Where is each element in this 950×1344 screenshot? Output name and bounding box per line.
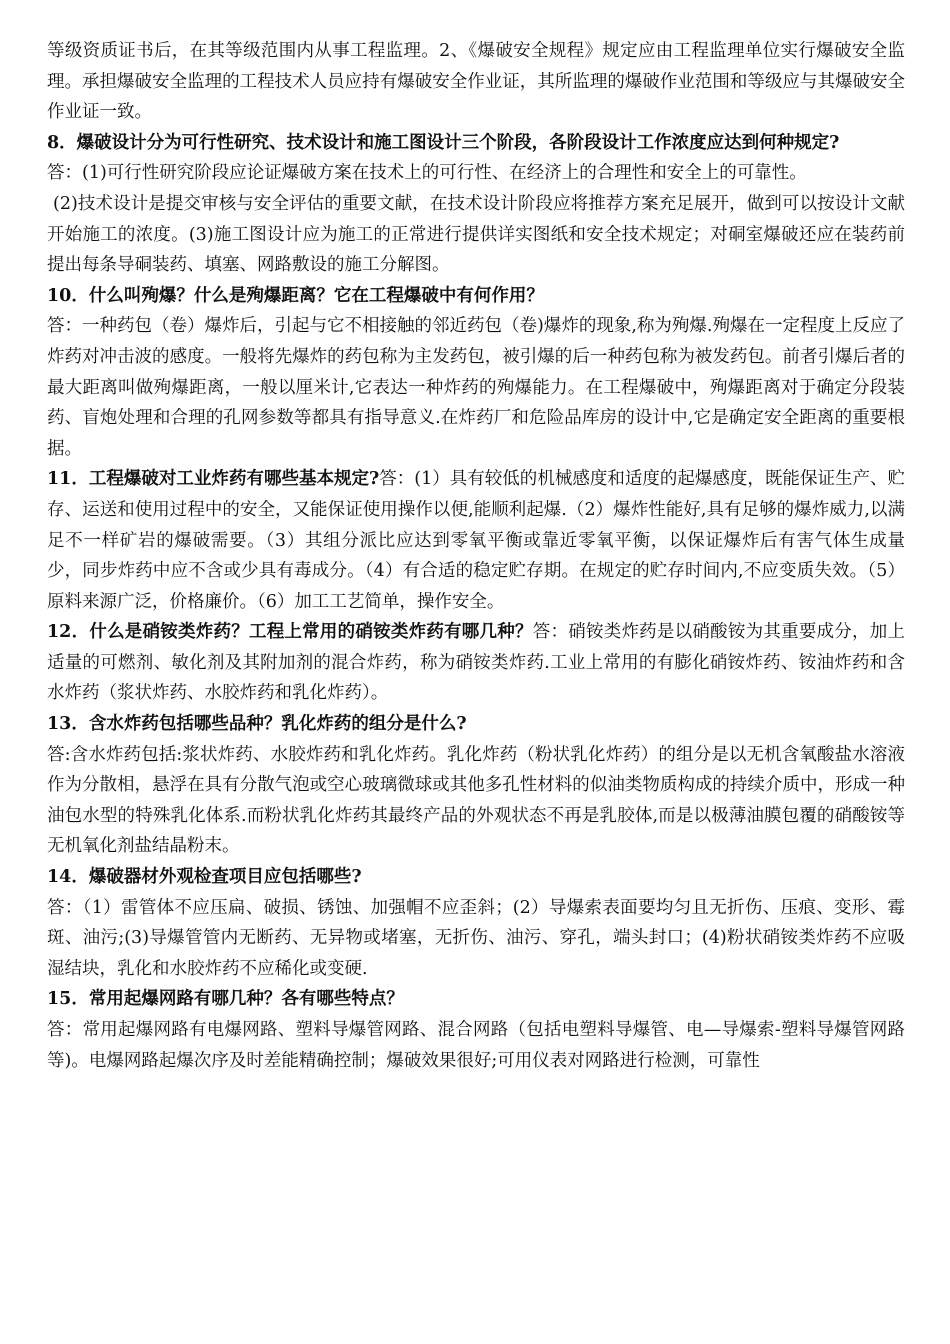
question-11 <box>47 464 905 617</box>
answer-10 <box>47 311 905 464</box>
question-heading: 13．含水炸药包括哪些品种？乳化炸药的组分是什么? <box>47 714 467 735</box>
question-14 <box>47 862 905 893</box>
answer-8-part-1 <box>47 158 905 189</box>
answer-text: 答：(1)可行性研究阶段应论证爆破方案在技术上的可行性、在经济上的合理性和安全上的可靠性。 <box>47 163 807 184</box>
question-heading: 14．爆破器材外观检查项目应包括哪些? <box>47 867 362 888</box>
question-heading: 15．常用起爆网路有哪几种？各有哪些特点？ <box>47 989 404 1010</box>
answer-13 <box>47 740 905 862</box>
answer-15 <box>47 1015 905 1076</box>
paragraph-continuation <box>47 36 905 128</box>
answer-text: 答:含水炸药包括:浆状炸药、水胶炸药和乳化炸药。乳化炸药（粉状乳化炸药）的组分是以无机含氧酸盐水溶液作为分散相，悬浮在具有分散气泡或空心玻璃微球或其他多孔性材料的似油类物质构成的持续介质中，形成一种油包水型的特殊乳化体系.而粉状乳化炸药其最终产品的外观状态不再是乳胶体,而是以极薄油膜包覆的硝酸铵等无机氧化剂盐结晶粉末。 <box>47 744 905 857</box>
answer-8-part-2 <box>47 189 905 281</box>
question-15 <box>47 984 905 1015</box>
question-10 <box>47 281 905 312</box>
answer-text: 等级资质证书后，在其等级范围内从事工程监理。2、《爆破安全规程》规定应由工程监理单位实行爆破安全监理。承担爆破安全监理的工程技术人员应持有爆破安全作业证，其所监理的爆破作业范围和等级应与其爆破安全作业证一致。 <box>47 41 905 123</box>
question-heading: 10．什么叫殉爆？什么是殉爆距离？它在工程爆破中有何作用？ <box>47 285 544 306</box>
answer-text: (2)技术设计是提交审核与安全评估的重要文献，在技术设计阶段应将推荐方案充足展开，做到可以按设计文献开始施工的浓度。(3)施工图设计应为施工的正常进行提供详实图纸和安全技术规定；对硐室爆破还应在装药前提出每条导硐装药、填塞、网路敷设的施工分解图。 <box>47 193 905 276</box>
question-heading: 12．什么是硝铵类炸药？工程上常用的硝铵类炸药有哪几种？ <box>47 622 533 643</box>
answer-text: 答：（1）雷管体不应压扁、破损、锈蚀、加强帽不应歪斜；(2）导爆索表面要均匀且无折伤、压痕、变形、霉斑、油污;(3)导爆管管内无断药、无异物或堵塞，无折伤、油污、穿孔，端头封口；(4)粉状硝铵类炸药不应吸湿结块，乳化和水胶炸药不应稀化或变硬. <box>47 897 905 979</box>
question-heading: 8．爆破设计分为可行性研究、技术设计和施工图设计三个阶段，各阶段设计工作浓度应达到何种规定? <box>47 132 840 153</box>
question-12 <box>47 617 905 709</box>
question-13 <box>47 709 905 740</box>
answer-text: 答：一种药包（卷）爆炸后，引起与它不相接触的邻近药包（卷)爆炸的现象,称为殉爆.殉爆在一定程度上反应了炸药对冲击波的感度。一般将先爆炸的药包称为主发药包，被引爆的后一种药包称为被发药包。前者引爆后者的最大距离叫做殉爆距离，一般以厘米计,它表达一种炸药的殉爆能力。在工程爆破中，殉爆距离对于确定分段装药、盲炮处理和合理的孔网参数等都具有指导意义.在炸药厂和危险品库房的设计中,它是确定安全距离的重要根据。 <box>47 316 905 459</box>
question-heading: 11．工程爆破对工业炸药有哪些基本规定? <box>47 469 380 490</box>
answer-14 <box>47 893 905 985</box>
document-page <box>47 36 905 1076</box>
answer-text: 答：硝铵类炸药是以硝酸铵为其重要成分，加上适量的可燃剂、敏化剂及其附加剂的混合炸药，称为硝铵类炸药.工业上常用的有膨化硝铵炸药、铵油炸药和含水炸药（浆状炸药、水胶炸药和乳化炸药）。 <box>47 622 906 704</box>
question-8 <box>47 128 905 159</box>
answer-text: 答：(1）具有较低的机械感度和适度的起爆感度，既能保证生产、贮存、运送和使用过程中的安全，又能保证使用操作以便,能顺利起爆.（2）爆炸性能好,具有足够的爆炸威力,以满足不一样矿岩的爆破需要。（3）其组分派比应达到零氧平衡或靠近零氧平衡，以保证爆炸后有害气体生成量少，同步炸药中应不含或少具有毒成分。（4）有合适的稳定贮存期。在规定的贮存时间内,不应变质失效。（5）原料来源广泛，价格廉价。（6）加工工艺简单，操作安全。 <box>47 469 905 612</box>
answer-text: 答：常用起爆网路有电爆网路、塑料导爆管网路、混合网路（包括电塑料导爆管、电—导爆索-塑料导爆管网路等)。电爆网路起爆次序及时差能精确控制；爆破效果很好;可用仪表对网路进行检测，可靠性 <box>47 1020 905 1071</box>
